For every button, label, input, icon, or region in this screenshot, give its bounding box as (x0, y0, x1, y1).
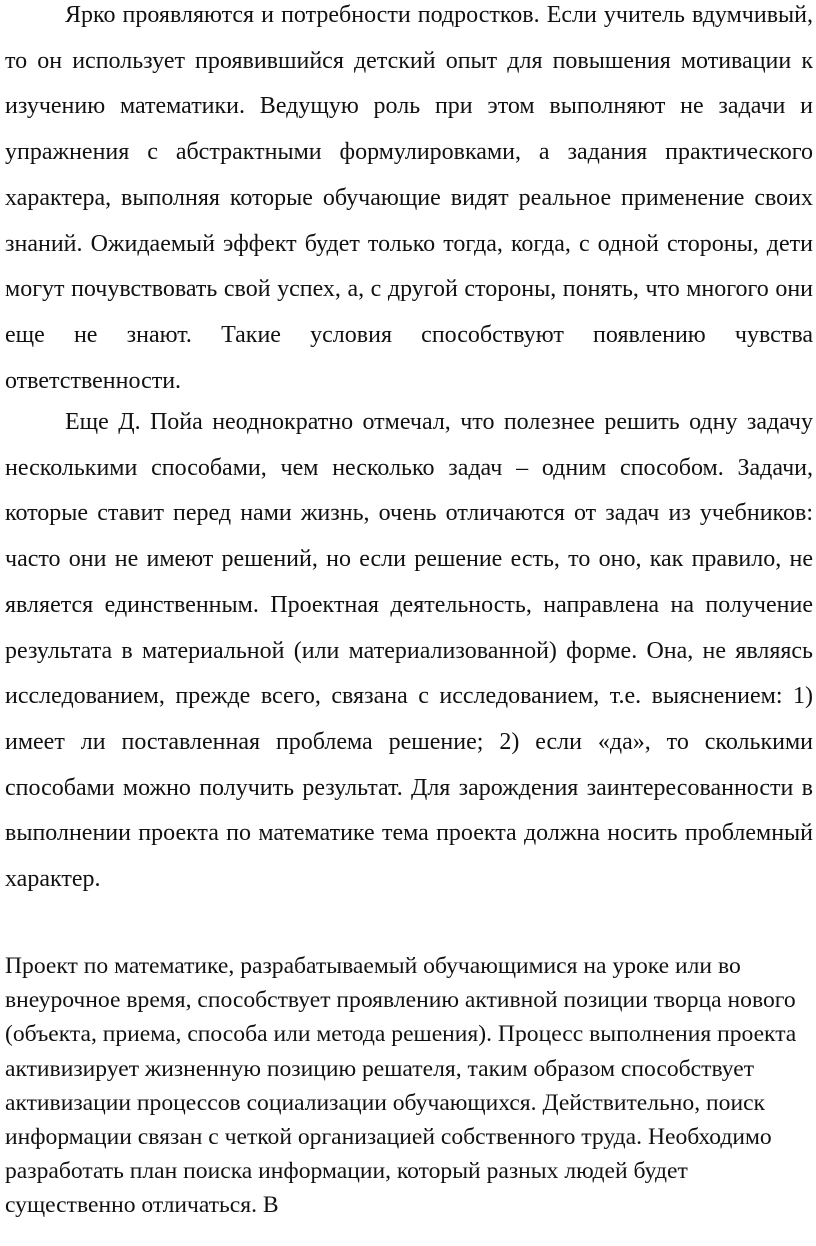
paragraph-adolescent-needs: Ярко проявляются и потребности подростков. Если учитель вдумчивый, то он использует проявившийся детский опыт для повышения мотивации к изучению математики. Ведущую роль при этом выполняют не задачи и упражнения с абстрактными формулировками, а задания практического характера, выполняя которые обучающие видят реальное применение своих знаний. Ожидаемый эффект будет только тогда, когда, с одной стороны, дети могут почувствовать свой успех, а, с другой стороны, понять, что многого они еще не знают. Такие условия способствуют появлению чувства ответственности. (5, 2, 813, 394)
paragraph-math-project: Проект по математике, разрабатываемый обучающимися на уроке или во внеурочное время, способствует проявлению активной позиции творца нового (объекта, приема, способа или метода решения). Процесс выполнения проекта активизирует жизненную позицию решателя, таким образом способствует активизации процессов социализации обучающихся. Действительно, поиск информации связан с четкой организацией собственного труда. Необходимо разработать план поиска информации, который разных людей будет существенно отличаться. В (5, 953, 797, 1219)
paragraph-polya-problem-solving: Еще Д. Пойа неоднократно отмечал, что полезнее решить одну задачу несколькими способами, чем несколько задач – одним способом. Задачи, которые ставит перед нами жизнь, очень отличаются от задач из учебников: часто они не имеют решений, но если решение есть, то оно, как правило, не является единственным. Проектная деятельность, направлена на получение результата в материальной (или материализованной) форме. Она, не являясь исследованием, прежде всего, связана с исследованием, т.е. выяснением: 1) имеет ли поставленная проблема решение; 2) если «да», то сколькими способами можно получить результат. Для зарождения заинтересованности в выполнении проекта по математике тема проекта должна носить проблемный характер. (5, 409, 813, 893)
